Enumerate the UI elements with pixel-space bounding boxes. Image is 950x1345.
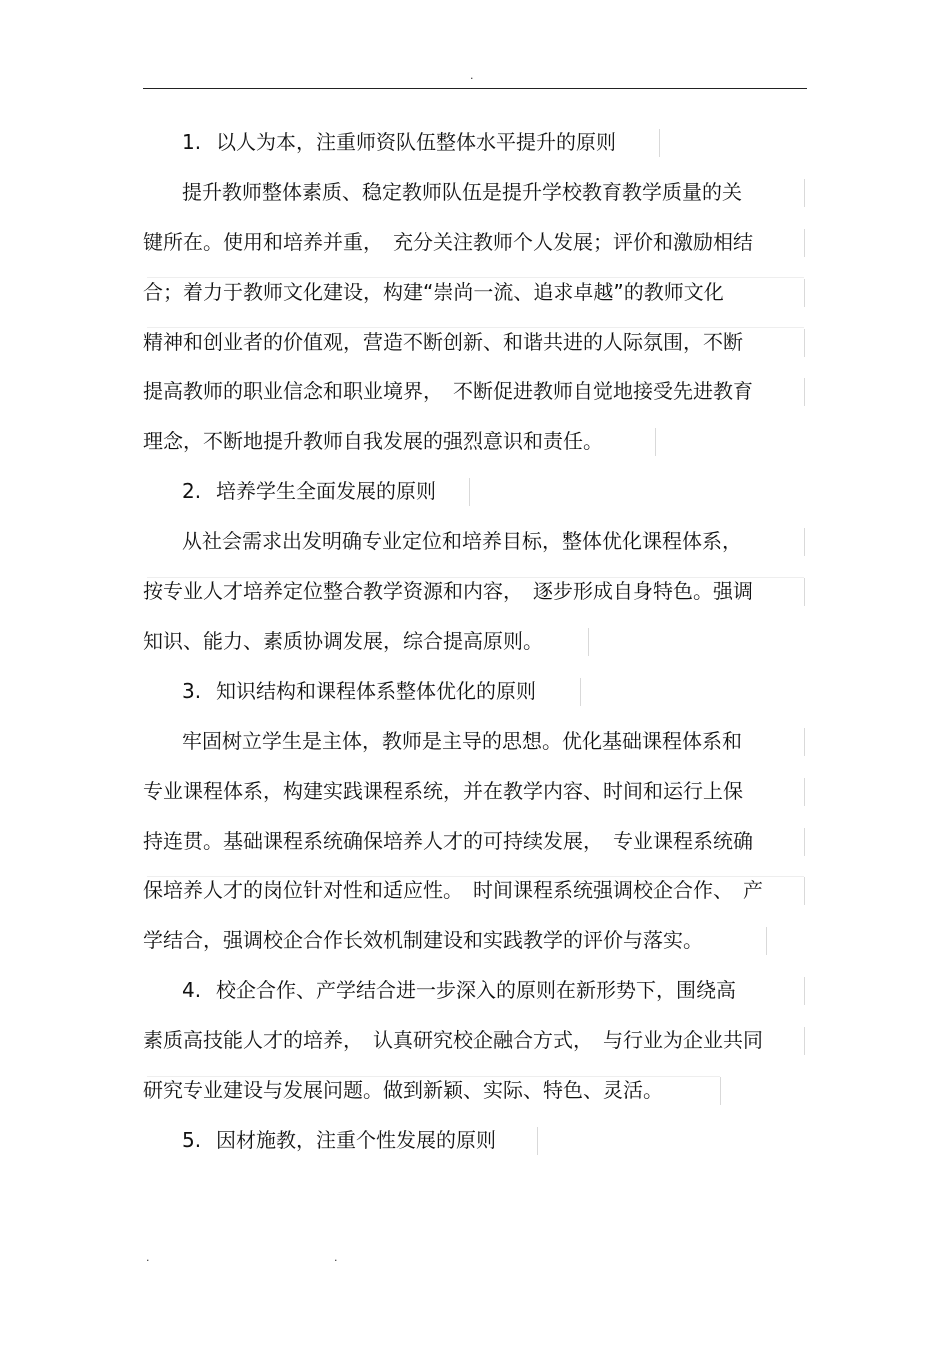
line-end-mark xyxy=(804,877,805,905)
paragraph-line: 提升教师整体素质、稳定教师队伍是提升学校教育教学质量的关 xyxy=(182,180,742,204)
heading-number: 3. xyxy=(182,679,202,703)
paragraph-line: 保培养人才的岗位针对性和适应性。 时间课程系统强调校企合作、 产 xyxy=(143,878,763,902)
line-end-mark xyxy=(804,1027,805,1055)
line-end-mark xyxy=(766,927,767,955)
line-end-mark xyxy=(804,279,805,307)
paragraph-line: 研究专业建设与发展问题。做到新颖、实际、特色、灵活。 xyxy=(143,1078,663,1102)
heading-number: 1. xyxy=(182,130,202,154)
section-heading-5 xyxy=(182,1127,496,1153)
paragraph-line: 理念，不断地提升教师自我发展的强烈意识和责任。 xyxy=(143,429,603,453)
section-heading-3 xyxy=(182,678,536,704)
line-end-mark xyxy=(804,728,805,756)
text-line-guide xyxy=(147,327,804,328)
paragraph-line: 知识、能力、素质协调发展，综合提高原则。 xyxy=(143,629,543,653)
heading-number: 2. xyxy=(182,479,202,503)
heading-number: 4. xyxy=(182,978,202,1002)
header-rule xyxy=(143,88,807,89)
heading-title: 校企合作、产学结合进一步深入的原则在新形势下，围绕高 xyxy=(216,978,736,1002)
heading-title: 因材施教，注重个性发展的原则 xyxy=(216,1128,496,1152)
paragraph-line: 提高教师的职业信念和职业境界， 不断促进教师自觉地接受先进教育 xyxy=(143,379,753,403)
line-end-mark xyxy=(580,678,581,706)
paragraph-line: 精神和创业者的价值观，营造不断创新、和谐共进的人际氛围，不断 xyxy=(143,330,743,354)
heading-title: 培养学生全面发展的原则 xyxy=(216,479,436,503)
paragraph-line: 从社会需求出发明确专业定位和培养目标，整体优化课程体系， xyxy=(182,529,742,553)
line-end-mark xyxy=(804,828,805,856)
text-line-guide xyxy=(147,876,804,877)
paragraph-line: 按专业人才培养定位整合教学资源和内容， 逐步形成自身特色。强调 xyxy=(143,579,753,603)
line-end-mark xyxy=(655,428,656,456)
text-line-guide xyxy=(147,577,804,578)
paragraph-line: 键所在。使用和培养并重， 充分关注教师个人发展；评价和激励相结 xyxy=(143,230,753,254)
line-end-mark xyxy=(537,1127,538,1155)
line-end-mark xyxy=(804,229,805,257)
footer-mark-right: . xyxy=(334,1251,338,1264)
line-end-mark xyxy=(804,378,805,406)
line-end-mark xyxy=(588,628,589,656)
paragraph-line: 素质高技能人才的培养， 认真研究校企融合方式， 与行业为企业共同 xyxy=(143,1028,763,1052)
heading-title: 知识结构和课程体系整体优化的原则 xyxy=(216,679,536,703)
paragraph-line: 学结合，强调校企合作长效机制建设和实践教学的评价与落实。 xyxy=(143,928,703,952)
header-mark: . xyxy=(470,69,474,82)
line-end-mark xyxy=(804,329,805,357)
heading-title: 以人为本，注重师资队伍整体水平提升的原则 xyxy=(216,130,616,154)
footer-mark-left: . xyxy=(146,1251,150,1264)
paragraph-line: 合；着力于教师文化建设，构建“崇尚一流、追求卓越”的教师文化 xyxy=(143,280,724,304)
section-heading-2 xyxy=(182,478,436,504)
paragraph-line: 持连贯。基础课程系统确保培养人才的可持续发展， 专业课程系统确 xyxy=(143,829,753,853)
section-heading-1 xyxy=(182,129,616,155)
section-heading-4 xyxy=(182,977,736,1003)
line-end-mark xyxy=(804,977,805,1005)
line-end-mark xyxy=(804,578,805,606)
line-end-mark xyxy=(720,1077,721,1105)
line-end-mark xyxy=(659,129,660,157)
line-end-mark xyxy=(804,528,805,556)
line-end-mark xyxy=(804,179,805,207)
heading-number: 5. xyxy=(182,1128,202,1152)
line-end-mark xyxy=(804,778,805,806)
text-line-guide xyxy=(147,1076,720,1077)
paragraph-line: 牢固树立学生是主体，教师是主导的思想。优化基础课程体系和 xyxy=(182,729,742,753)
line-end-mark xyxy=(469,478,470,506)
text-line-guide xyxy=(147,277,804,278)
paragraph-line: 专业课程体系，构建实践课程系统，并在教学内容、时间和运行上保 xyxy=(143,779,743,803)
